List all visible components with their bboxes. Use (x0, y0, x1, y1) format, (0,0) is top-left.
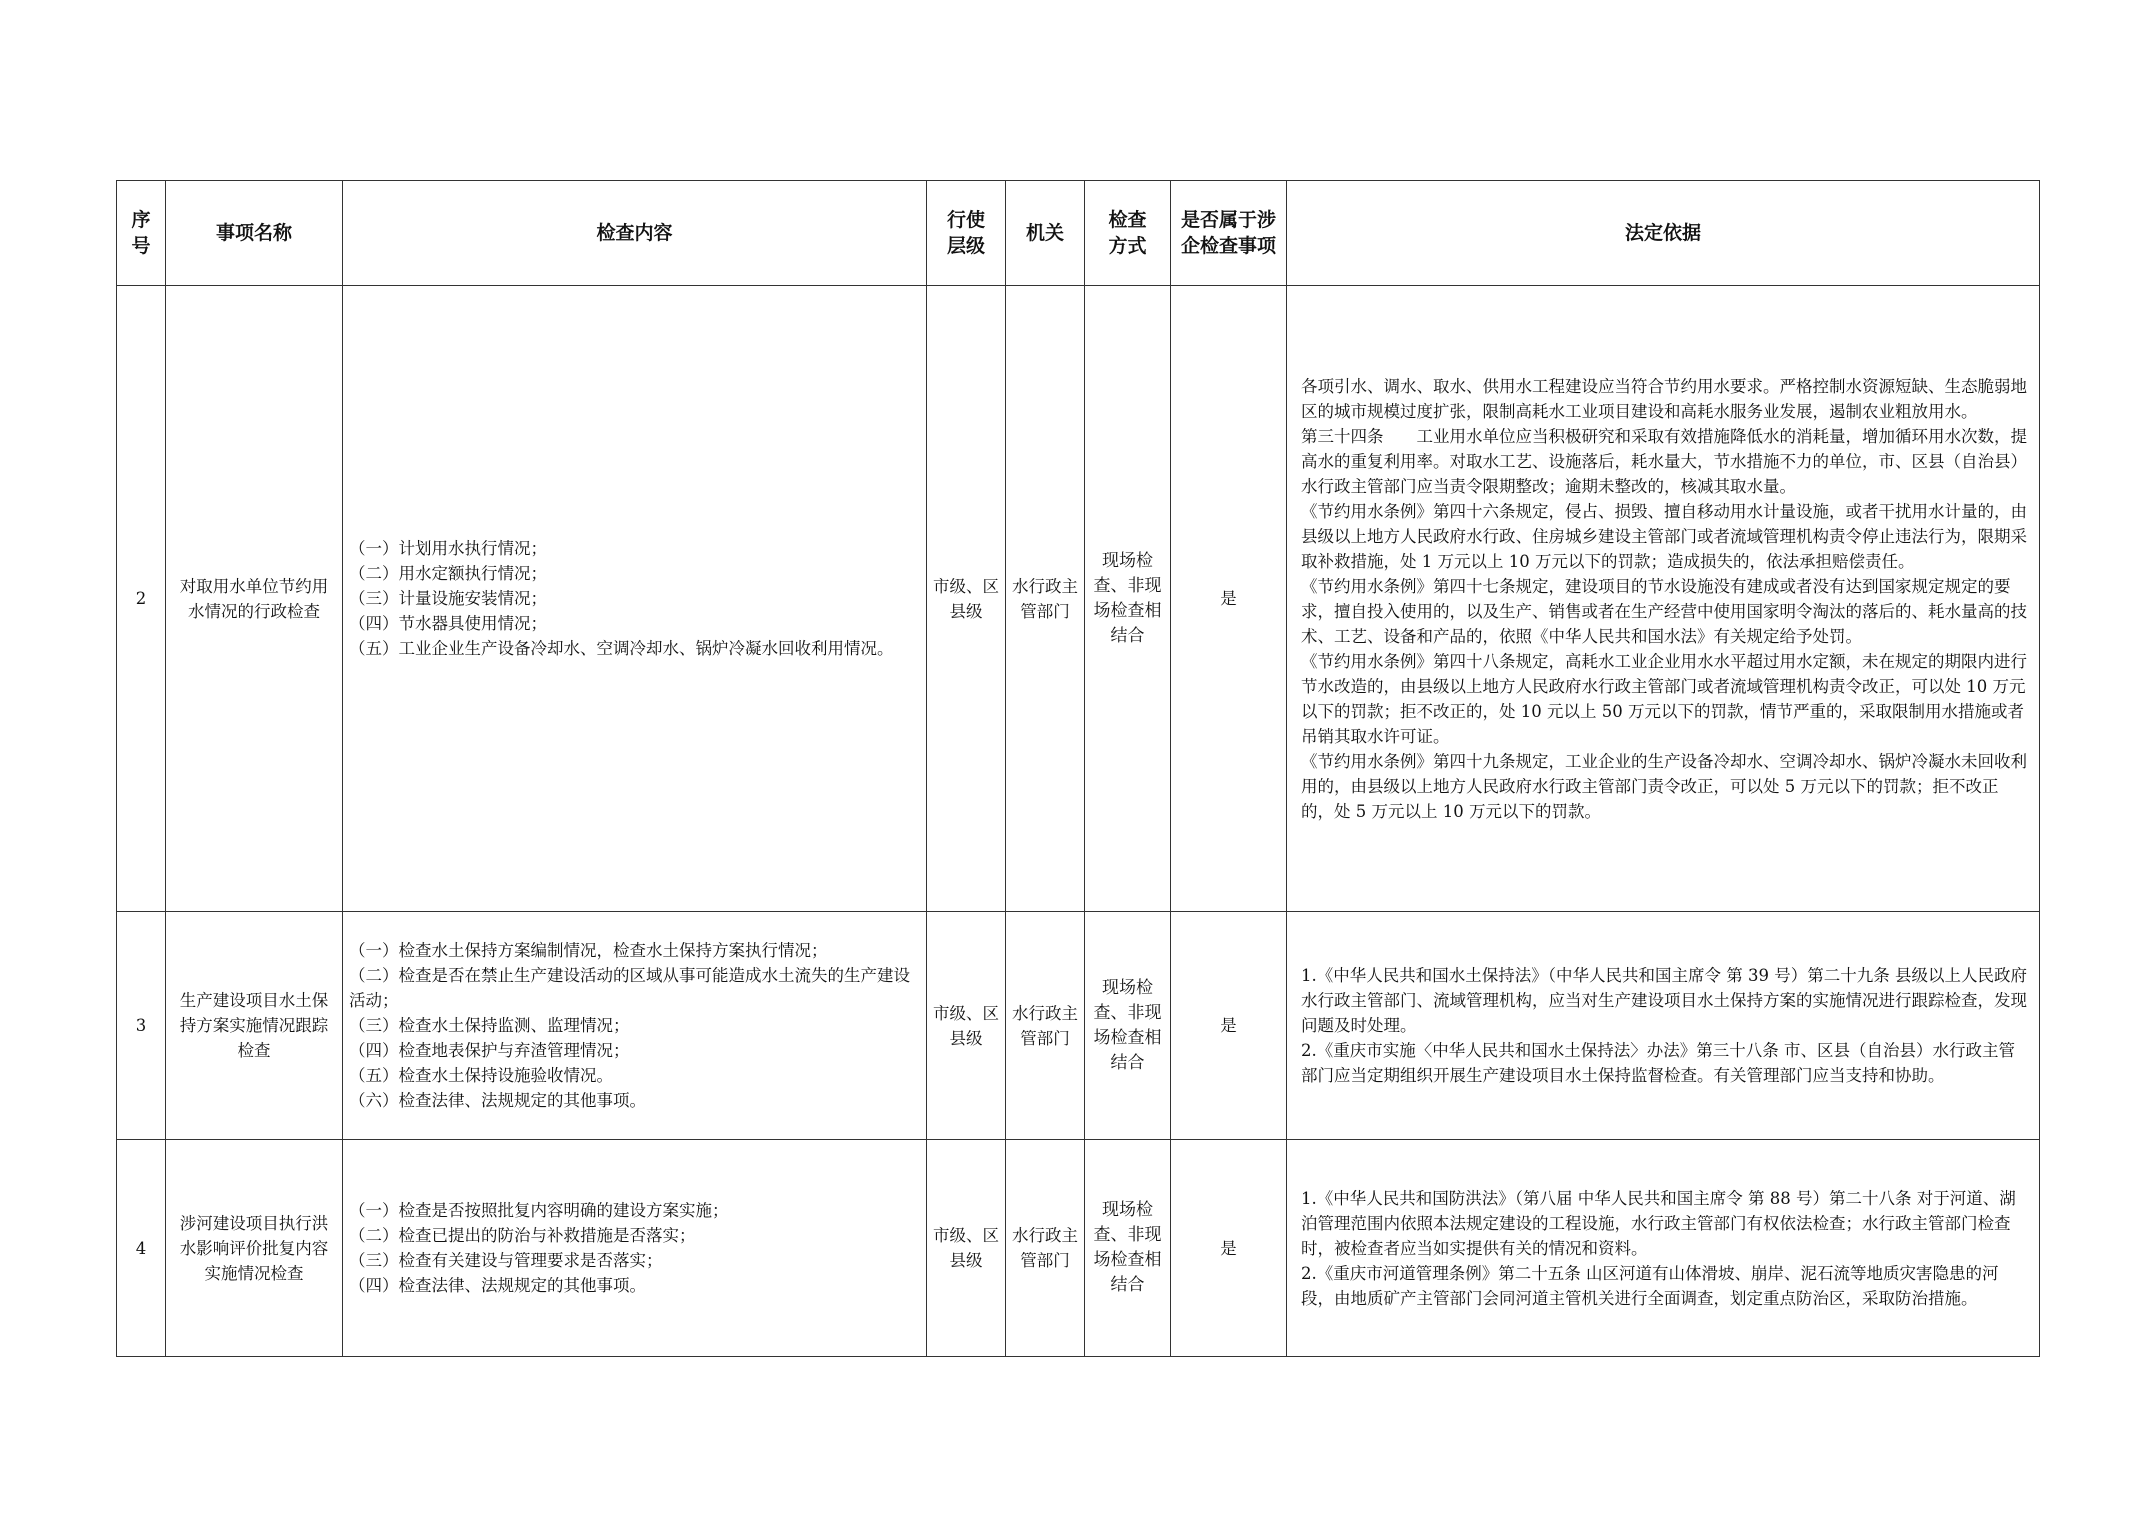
basis-paragraph: 各项引水、调水、取水、供用水工程建设应当符合节约用水要求。严格控制水资源短缺、生态脆弱地区的城市规模过度扩张，限制高耗水工业项目建设和高耗水服务业发展，遏制农业粗放用水。 (1301, 376, 2027, 421)
row-name: 生产建设项目水土保持方案实施情况跟踪检查 (166, 912, 343, 1140)
row-content (343, 1140, 927, 1357)
row-method: 现场检查、非现场检查相结合 (1085, 286, 1171, 912)
content-line: （六）检查法律、法规规定的其他事项。 (349, 1091, 646, 1110)
basis-paragraph: 《节约用水条例》第四十七条规定，建设项目的节水设施没有建成或者没有达到国家规定规定的要求，擅自投入使用的，以及生产、销售或者在生产经营中使用国家明令淘汰的落后的、耗水量高的技术、工艺、设备和产品的，依照《中华人民共和国水法》有关规定给予处罚。 (1301, 576, 2027, 646)
row-agency: 水行政主管部门 (1006, 286, 1085, 912)
row-level: 市级、区县级 (927, 912, 1006, 1140)
header-level: 行使层级 (927, 181, 1006, 286)
content-line: （三）检查水土保持监测、监理情况； (349, 1016, 630, 1035)
header-content: 检查内容 (343, 181, 927, 286)
content-line: （一）检查是否按照批复内容明确的建设方案实施； (349, 1201, 729, 1220)
basis-paragraph: 《节约用水条例》第四十八条规定，高耗水工业企业用水水平超过用水定额，未在规定的期限内进行节水改造的，由县级以上地方人民政府水行政主管部门或者流域管理机构责令改正，可以处 10 万元以下的罚款；拒不改正的，处 10 元以上 50 万元以下的罚款，情节严重的，采取限制用水措施或者吊销其取水许可证。 (1301, 651, 2027, 746)
row-basis (1287, 912, 2040, 1140)
content-line: （五）工业企业生产设备冷却水、空调冷却水、锅炉冷凝水回收利用情况。 (349, 639, 894, 658)
row-name: 涉河建设项目执行洪水影响评价批复内容实施情况检查 (166, 1140, 343, 1357)
header-seq: 序号 (117, 181, 166, 286)
row-seq: 2 (117, 286, 166, 912)
content-line: （三）计量设施安装情况； (349, 589, 547, 608)
content-line: （四）检查地表保护与弃渣管理情况； (349, 1041, 630, 1060)
row-seq: 4 (117, 1140, 166, 1357)
basis-paragraph: 2.《重庆市实施〈中华人民共和国水土保持法〉办法》第三十八条 市、区县（自治县）水行政主管部门应当定期组织开展生产建设项目水土保持监督检查。有关管理部门应当支持和协助。 (1301, 1041, 2015, 1085)
header-name: 事项名称 (166, 181, 343, 286)
header-agency: 机关 (1006, 181, 1085, 286)
content-line: （二）用水定额执行情况； (349, 564, 547, 583)
table-row (117, 912, 2040, 1140)
row-agency: 水行政主管部门 (1006, 1140, 1085, 1357)
row-enterprise: 是 (1171, 286, 1287, 912)
basis-paragraph: 2.《重庆市河道管理条例》第二十五条 山区河道有山体滑坡、崩岸、泥石流等地质灾害隐患的河段，由地质矿产主管部门会同河道主管机关进行全面调查，划定重点防治区，采取防治措施。 (1301, 1263, 1999, 1308)
row-method: 现场检查、非现场检查相结合 (1085, 1140, 1171, 1357)
content-line: （五）检查水土保持设施验收情况。 (349, 1066, 613, 1085)
header-row (117, 181, 2040, 286)
row-content (343, 286, 927, 912)
content-line: （四）检查法律、法规规定的其他事项。 (349, 1276, 646, 1295)
row-basis (1287, 1140, 2040, 1357)
table-row (117, 1140, 2040, 1357)
content-line: （二）检查已提出的防治与补救措施是否落实； (349, 1226, 696, 1245)
row-basis (1287, 286, 2040, 912)
content-line: （一）计划用水执行情况； (349, 539, 547, 558)
row-content (343, 912, 927, 1140)
inspection-items-table (116, 180, 2040, 1357)
row-enterprise: 是 (1171, 1140, 1287, 1357)
row-seq: 3 (117, 912, 166, 1140)
content-line: （四）节水器具使用情况； (349, 614, 547, 633)
row-method: 现场检查、非现场检查相结合 (1085, 912, 1171, 1140)
basis-paragraph: 第三十四条 工业用水单位应当积极研究和采取有效措施降低水的消耗量，增加循环用水次数，提高水的重复利用率。对取水工艺、设施落后，耗水量大，节水措施不力的单位，市、区县（自治县）水行政主管部门应当责令限期整改；逾期未整改的，核减其取水量。 (1301, 426, 2027, 496)
basis-paragraph: 《节约用水条例》第四十六条规定，侵占、损毁、擅自移动用水计量设施，或者干扰用水计量的，由县级以上地方人民政府水行政、住房城乡建设主管部门或者流域管理机构责令停止违法行为，限期采取补救措施，处 1 万元以上 10 万元以下的罚款；造成损失的，依法承担赔偿责任。 (1301, 501, 2027, 571)
basis-paragraph: 《节约用水条例》第四十九条规定，工业企业的生产设备冷却水、空调冷却水、锅炉冷凝水未回收利用的，由县级以上地方人民政府水行政主管部门责令改正，可以处 5 万元以下的罚款；拒不改正的，处 5 万元以上 10 万元以下的罚款。 (1301, 751, 2027, 821)
header-method: 检查方式 (1085, 181, 1171, 286)
content-line: （二）检查是否在禁止生产建设活动的区域从事可能造成水土流失的生产建设活动； (349, 966, 910, 1010)
row-name: 对取用水单位节约用水情况的行政检查 (166, 286, 343, 912)
header-basis: 法定依据 (1287, 181, 2040, 286)
row-level: 市级、区县级 (927, 286, 1006, 912)
header-enterprise: 是否属于涉企检查事项 (1171, 181, 1287, 286)
row-enterprise: 是 (1171, 912, 1287, 1140)
basis-paragraph: 1.《中华人民共和国防洪法》（第八届 中华人民共和国主席令 第 88 号）第二十八条 对于河道、湖泊管理范围内依照本法规定建设的工程设施，水行政主管部门有权依法检查；水行政主管部门检查时，被检查者应当如实提供有关的情况和资料。 (1301, 1188, 2016, 1258)
row-agency: 水行政主管部门 (1006, 912, 1085, 1140)
row-level: 市级、区县级 (927, 1140, 1006, 1357)
basis-paragraph: 1.《中华人民共和国水土保持法》（中华人民共和国主席令 第 39 号）第二十九条 县级以上人民政府水行政主管部门、流域管理机构，应当对生产建设项目水土保持方案的实施情况进行跟踪检查，发现问题及时处理。 (1301, 966, 2027, 1035)
content-line: （三）检查有关建设与管理要求是否落实； (349, 1251, 663, 1270)
content-line: （一）检查水土保持方案编制情况，检查水土保持方案执行情况； (349, 941, 828, 960)
table-row (117, 286, 2040, 912)
